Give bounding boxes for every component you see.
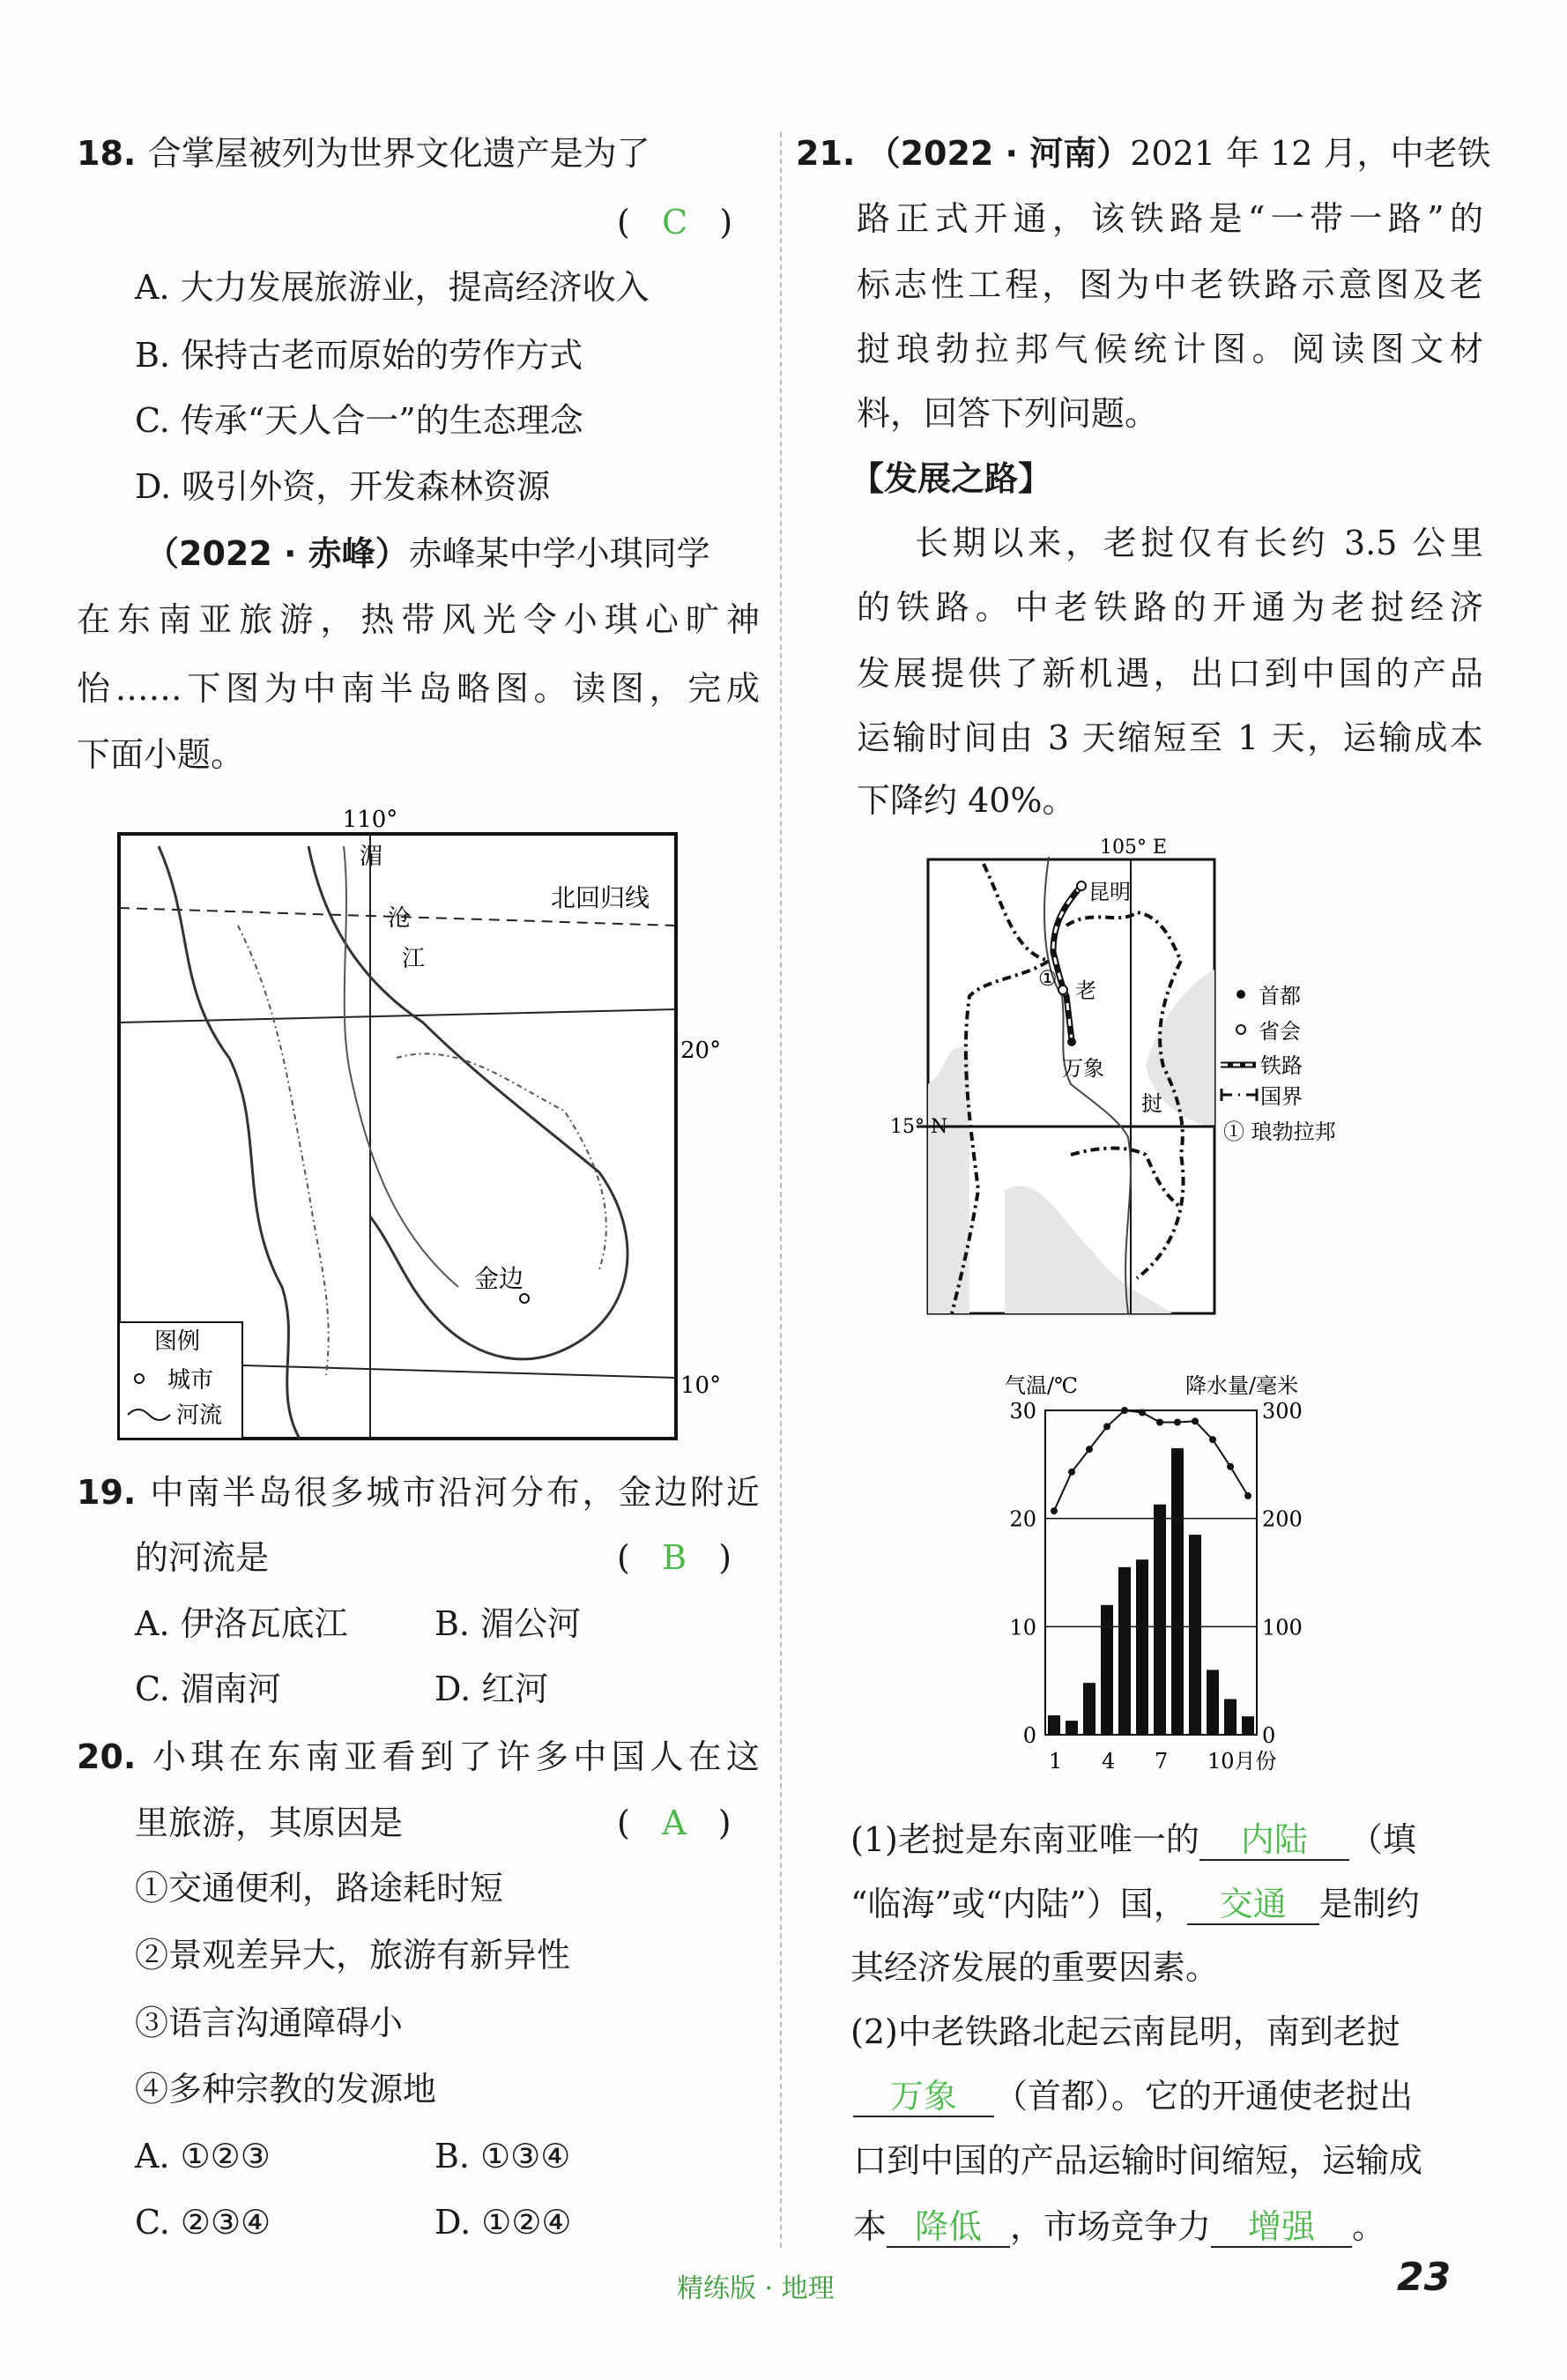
laos-label: 挝 <box>1141 1091 1162 1116</box>
river-label: 沧 <box>388 905 412 932</box>
footer-text: 精练版 · 地理 <box>677 2273 835 2304</box>
intro-line-2: 在东南亚旅游，热带风光令小琪心旷神 <box>77 600 760 639</box>
sub1-answer-1: 内陆 <box>1199 1820 1349 1861</box>
q19-option-a: A. 伊洛瓦底江 <box>135 1604 348 1643</box>
legend-title: 图例 <box>154 1328 201 1355</box>
lat10-label: 10° <box>680 1372 722 1399</box>
precip-bar <box>1136 1559 1148 1735</box>
province-icon <box>1237 1025 1245 1034</box>
legend-river: 河流 <box>176 1402 223 1429</box>
x-tick-label: 7 <box>1155 1749 1169 1774</box>
right-tick-label: 100 <box>1262 1615 1303 1640</box>
border-icon <box>1222 1089 1257 1101</box>
precip-bar <box>1207 1670 1219 1735</box>
legend-luang-prabang: ① 琅勃拉邦 <box>1223 1119 1336 1144</box>
sub2-line-3: 口到中国的产品运输时间缩短，运输成 <box>853 2141 1423 2180</box>
sub1-line-3: 其经济发展的重要因素。 <box>850 1948 1220 1987</box>
legend-city: 城市 <box>167 1367 214 1394</box>
para-line: 下降约 40%。 <box>857 781 1076 820</box>
temperature-point <box>1227 1463 1234 1470</box>
q20-option-d: D. ①②④ <box>434 2203 572 2242</box>
right-tick-label: 300 <box>1262 1399 1303 1424</box>
left-axis-title: 气温/℃ <box>1005 1373 1078 1398</box>
sub2-line-2: 万象 （首都）。它的开通使老挝出 <box>853 2077 1413 2117</box>
temperature-point <box>1174 1418 1181 1425</box>
q21-line: 料，回答下列问题。 <box>857 394 1159 433</box>
q20-stem-2: 里旅游，其原因是 <box>135 1804 404 1842</box>
kunming-marker <box>1077 881 1086 890</box>
q19-option-c: C. 湄南河 <box>135 1670 281 1708</box>
legend-capital: 首都 <box>1259 984 1301 1008</box>
luang-prabang-marker <box>1058 985 1067 994</box>
left-tick-label: 30 <box>1009 1399 1036 1424</box>
lon-label: 105° E <box>1099 837 1168 859</box>
temperature-point <box>1068 1469 1075 1476</box>
temperature-point <box>1051 1507 1058 1514</box>
left-tick-label: 10 <box>1009 1615 1036 1640</box>
section-title: 【发展之路】 <box>850 459 1052 498</box>
precip-bar <box>1083 1683 1095 1735</box>
lat-label: 15° N <box>890 1116 948 1138</box>
lon-label: 110° <box>342 807 398 833</box>
q20-item-3: ③语言沟通障碍小 <box>135 2004 404 2042</box>
precip-bar <box>1242 1716 1254 1735</box>
intro-line-3: 怡……下图为中南半岛略图。读图，完成 <box>77 669 760 708</box>
temperature-point <box>1244 1492 1251 1499</box>
q20-stem: 20. 小琪在东南亚看到了许多中国人在这 <box>77 1737 760 1776</box>
q20-item-4: ④多种宗教的发源地 <box>135 2070 437 2109</box>
q19-option-d: D. 红河 <box>434 1670 549 1708</box>
temperature-point <box>1086 1446 1093 1453</box>
q21-line: 标志性工程，图为中老铁路示意图及老 <box>857 265 1483 304</box>
x-tick-label: 4 <box>1102 1749 1116 1774</box>
legend-railway: 铁路 <box>1260 1053 1303 1078</box>
q20-answer: ( A ) <box>617 1804 732 1842</box>
legend-border: 国界 <box>1260 1084 1303 1109</box>
temperature-point <box>1103 1423 1110 1430</box>
precip-bar <box>1189 1535 1201 1735</box>
x-tick-label: 10月份 <box>1207 1749 1277 1774</box>
para-line: 运输时间由 3 天缩短至 1 天，运输成本 <box>857 718 1483 757</box>
precip-bar <box>1118 1567 1131 1735</box>
river-label: 江 <box>402 946 426 972</box>
precip-bar <box>1154 1505 1166 1735</box>
right-tick-label: 0 <box>1262 1723 1276 1748</box>
precip-bar <box>1224 1699 1237 1735</box>
vientiane-marker <box>1067 1038 1076 1046</box>
q18-option-c: C. 传承“天人合一”的生态理念 <box>135 401 583 440</box>
sub2-line-1: (2)中老铁路北起云南昆明，南到老挝 <box>850 2012 1400 2051</box>
column-divider <box>780 132 782 2248</box>
tropic-label: 北回归线 <box>551 883 650 912</box>
temperature-point <box>1139 1409 1146 1416</box>
q21-line: 挝琅勃拉邦气候统计图。阅读图文材 <box>857 330 1483 368</box>
precip-bar <box>1048 1715 1060 1735</box>
q18-option-a: A. 大力发展旅游业，提高经济收入 <box>135 268 650 307</box>
q19-option-b: B. 湄公河 <box>434 1604 582 1643</box>
q20-item-2: ②景观差异大，旅游有新异性 <box>135 1936 571 1975</box>
vientiane-label: 万象 <box>1062 1056 1104 1081</box>
q19-stem-2: 的河流是 <box>135 1538 270 1577</box>
left-tick-label: 20 <box>1009 1506 1036 1532</box>
q18-option-d: D. 吸引外资，开发森林资源 <box>135 467 551 506</box>
right-axis-title: 降水量/毫米 <box>1185 1373 1299 1398</box>
river-label: 湄 <box>360 844 383 870</box>
lat20-label: 20° <box>680 1038 722 1064</box>
capital-icon <box>1237 990 1245 999</box>
q19-answer: ( B ) <box>617 1538 732 1577</box>
sub1-answer-2: 交通 <box>1187 1885 1319 1925</box>
left-tick-label: 0 <box>1022 1723 1036 1748</box>
china-laos-railway-map <box>890 837 1534 1349</box>
legend-province: 省会 <box>1259 1019 1301 1044</box>
temperature-line <box>1054 1410 1248 1511</box>
sub1-line-2: “临海”或“内陆”）国， 交通 是制约 <box>850 1885 1420 1923</box>
sub2-line-4: 本 降低 ，市场竞争力 增强 。 <box>853 2207 1386 2246</box>
laos-label: 老 <box>1075 978 1096 1003</box>
q18-answer: ( C ) <box>617 203 733 242</box>
q20-option-a: A. ①②③ <box>135 2137 271 2175</box>
sub2-answer-2: 降低 <box>887 2207 1010 2248</box>
page-number: 23 <box>1397 2255 1452 2300</box>
intro-line-4: 下面小题。 <box>77 735 245 774</box>
q21-line: 路正式开通，该铁路是“一带一路”的 <box>857 199 1483 238</box>
q21-stem: 21. （2022 · 河南）2021 年 12 月，中老铁 <box>796 134 1491 173</box>
para-line: 发展提供了新机遇，出口到中国的产品 <box>857 654 1483 693</box>
temperature-point <box>1209 1436 1216 1443</box>
precip-bar <box>1171 1448 1184 1735</box>
q18-option-b: B. 保持古老而原始的劳作方式 <box>135 336 583 375</box>
phnom-penh-label: 金边 <box>474 1264 524 1293</box>
luang-prabang-label: ① <box>1038 966 1058 991</box>
x-tick-label: 1 <box>1049 1749 1063 1774</box>
para-line: 长期以来，老挝仅有长约 3.5 公里 <box>915 524 1483 562</box>
kunming-label: 昆明 <box>1088 880 1131 904</box>
precip-bar <box>1066 1721 1078 1735</box>
indochina-map <box>106 793 722 1463</box>
q20-option-c: C. ②③④ <box>135 2203 271 2242</box>
q20-item-1: ①交通便利，路途耗时短 <box>135 1869 504 1908</box>
q19-stem: 19. 中南半岛很多城市沿河分布，金边附近 <box>77 1473 760 1512</box>
q18-stem: 18. 合掌屋被列为世界文化遗产是为了 <box>77 134 650 173</box>
sub2-answer-3: 增强 <box>1211 2207 1352 2248</box>
sub2-answer-1: 万象 <box>853 2077 994 2117</box>
para-line: 的铁路。中老铁路的开通为老挝经济 <box>857 588 1483 627</box>
precip-bar <box>1101 1605 1113 1735</box>
temperature-point <box>1156 1418 1163 1425</box>
climate-chart <box>969 1357 1375 1789</box>
sub1-line-1: (1)老挝是东南亚唯一的 内陆 （填 <box>850 1820 1416 1859</box>
right-tick-label: 200 <box>1262 1506 1303 1532</box>
temperature-point <box>1121 1407 1128 1414</box>
temperature-point <box>1192 1417 1199 1424</box>
q20-option-b: B. ①③④ <box>434 2137 571 2175</box>
intro-line-1: （2022 · 赤峰）赤峰某中学小琪同学 <box>145 534 710 573</box>
